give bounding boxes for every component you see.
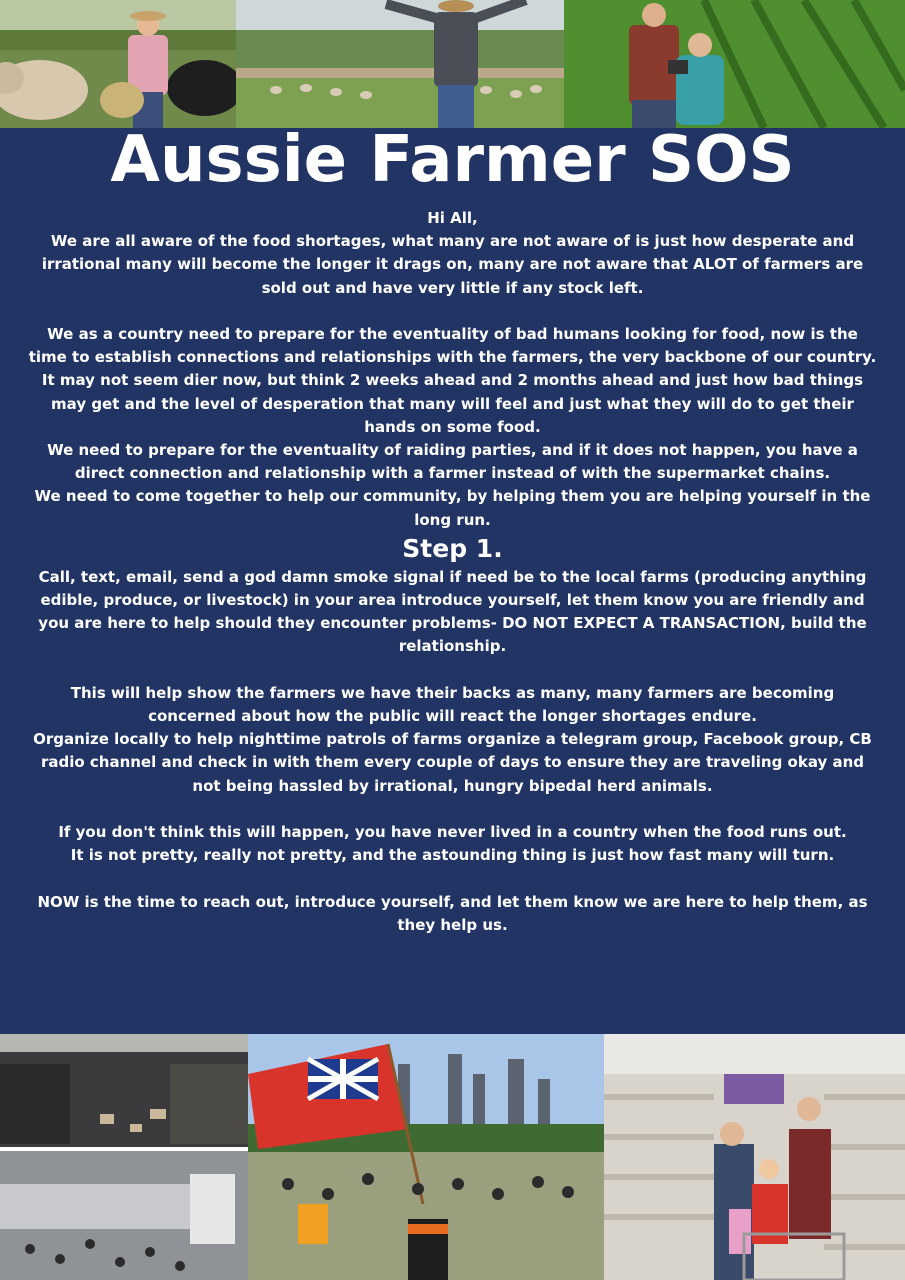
intro-paragraph: We are all aware of the food shortages, what many are not aware of is just how desperate and irrational many will become the longer it drags on, many are not aware that ALOT of farmers are sold out and have very little if any stock left. [41,232,864,297]
body-paragraph: It may not seem dier now, but think 2 weeks ahead and 2 months ahead and just how bad things may get and the level of desperation that many will feel and just what they will do to get their hands on some food. [41,371,864,436]
body-paragraph: We need to prepare for the eventuality of raiding parties, and if it does not happen, you have a direct connection and relationship with a farmer instead of with the supermarket chains. [47,441,858,483]
step-paragraph: Call, text, email, send a god damn smoke signal if need be to the local farms (producing anything edible, produce, or livestock) in your area introduce yourself, let them know you are friendly and you are here to help should they encounter problems- DO NOT EXPECT A TRANSACTION, build the relationship. [38,567,867,656]
photo-farmers-in-field [564,0,905,128]
photo-farmer-arms-raised [236,0,564,128]
photo-looted-stores [0,1034,248,1280]
top-photo-strip [0,0,905,128]
page-title: Aussie Farmer SOS [110,123,795,197]
bottom-photo-strip [0,1034,905,1280]
body-paragraph: We need to come together to help our community, by helping them you are helping yourself in the long run. [34,487,871,529]
photo-protest-with-flag [248,1034,604,1280]
step-paragraph: If you don't think this will happen, you have never lived in a country when the food runs out. [58,823,847,842]
photo-farmer-with-cattle [0,0,236,128]
step-heading: Step 1. [402,533,503,563]
closing-paragraph: NOW is the time to reach out, introduce yourself, and let them know we are here to help them, as they help us. [37,892,868,934]
step-paragraph: It is not pretty, really not pretty, and the astounding thing is just how fast many will turn. [70,846,835,865]
step-paragraph: Organize locally to help nighttime patrols of farms organize a telegram group, Facebook group, CB radio channel and check in with them every couple of days to ensure they are traveling okay and not being hassled by irrational, hungry bipedal herd animals. [33,730,872,795]
body-paragraph: We as a country need to prepare for the eventuality of bad humans looking for food, now is the time to establish connections and relationships with the farmers, the very backbone of our country. [28,325,877,367]
greeting: Hi All, [427,209,478,227]
photo-empty-supermarket-shelves [604,1034,905,1280]
flyer-body [28,207,877,937]
step-paragraph: This will help show the farmers we have their backs as many, many farmers are becoming concerned about how the public will react the longer shortages endure. [70,683,835,726]
